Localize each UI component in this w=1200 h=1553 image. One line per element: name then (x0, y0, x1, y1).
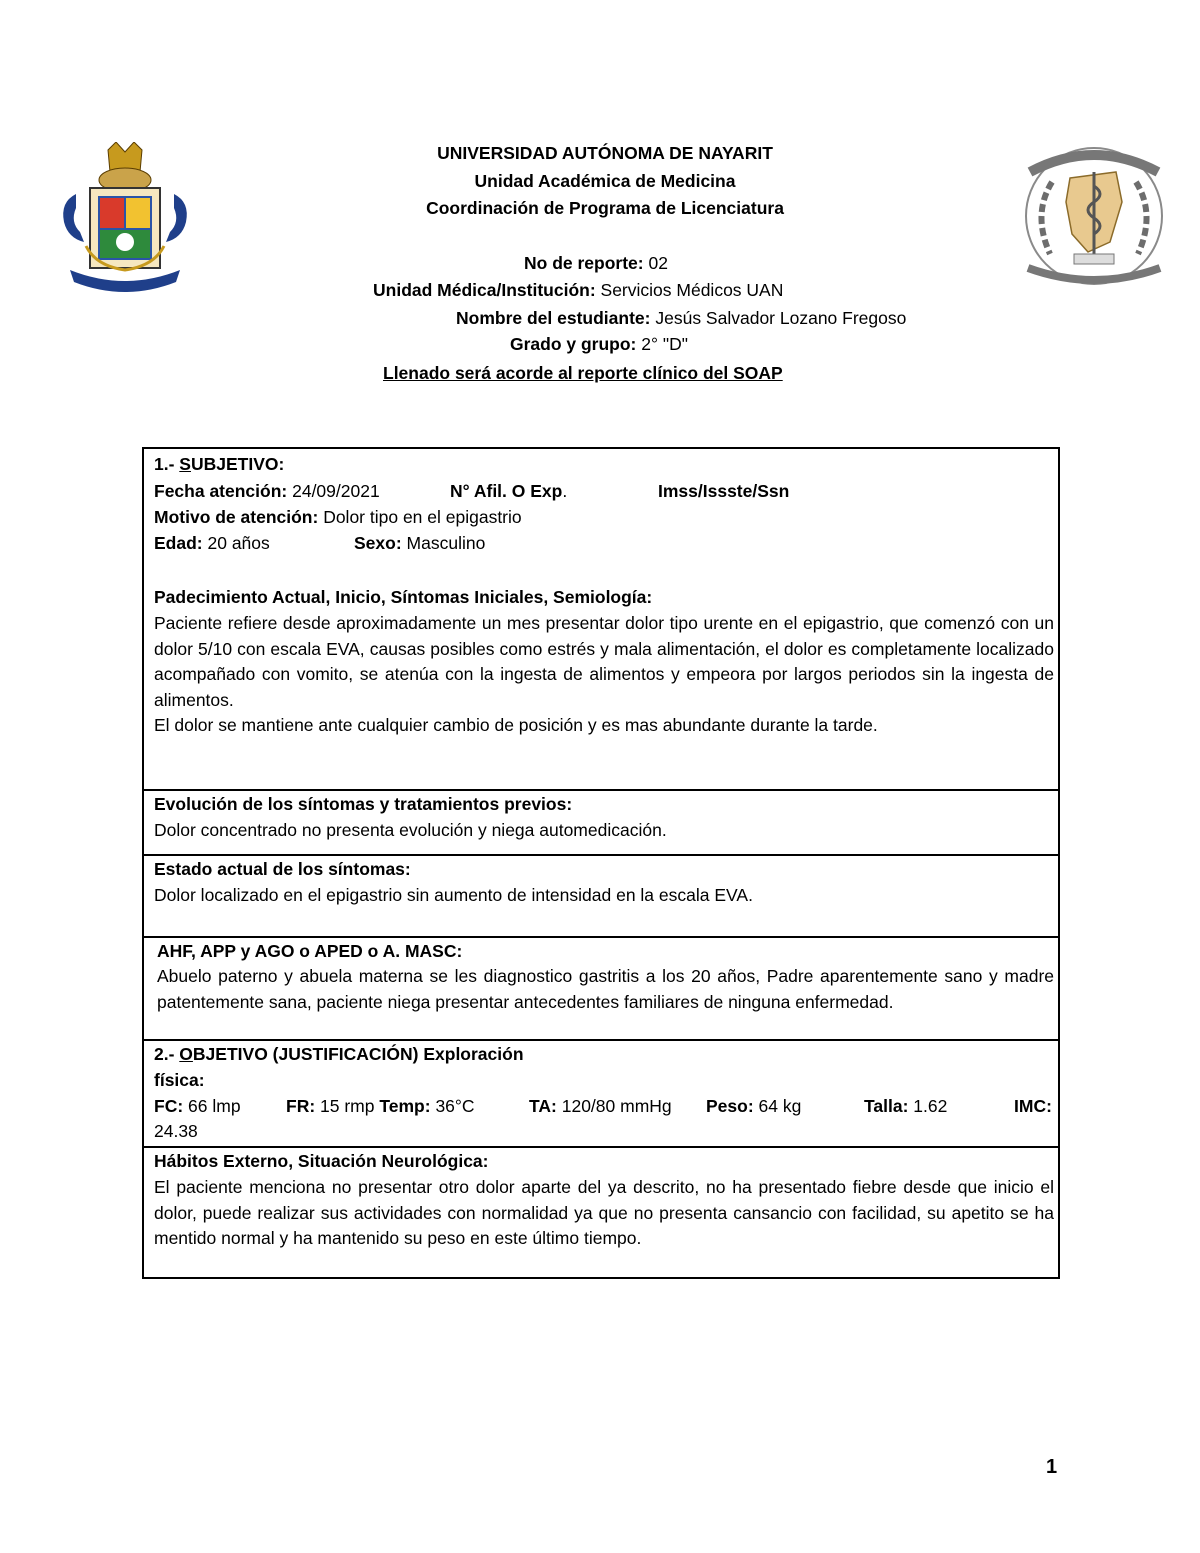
page-number: 1 (1046, 1456, 1058, 1478)
coordination-title: Coordinación de Programa de Licenciatura (426, 198, 784, 218)
objetivo-title-line2: física: (154, 1070, 205, 1090)
estado-label: Estado actual de los síntomas: (154, 859, 411, 879)
afil-field: N° Afil. O Exp. (450, 481, 568, 501)
divider (144, 1039, 1058, 1041)
edad-line (154, 532, 270, 554)
grade-line (510, 333, 688, 355)
peso-field (706, 1095, 801, 1117)
estado-text: Dolor localizado en el epigastrio sin aumento de intensidad en la escala EVA. (154, 885, 753, 905)
sexo-field (354, 532, 485, 554)
edad-value: 20 años (207, 533, 270, 553)
grade-value: 2° "D" (641, 334, 688, 354)
medicine-unit-logo (1018, 142, 1170, 290)
padecimiento-paragraph-1: Paciente refiere desde aproximadamente un mes presentar dolor tipo urente en el epigastrio, que comenzó con un dolor 5/10 con escala EVA, causas posibles como estrés y mala alimentación, el dolor es completamente localizado acompañado con vomito, se atenúa con la ingesta de alimentos y empeora por largos periodos sin la ingesta de alimentos. (154, 613, 1054, 710)
report-number-label: No de reporte: (524, 253, 644, 273)
fc-value: 66 lmp (188, 1096, 241, 1116)
motivo-line (154, 506, 522, 528)
report-number-line (524, 252, 668, 274)
fecha-value: 24/09/2021 (292, 481, 380, 501)
fc-field (154, 1095, 241, 1117)
talla-value: 1.62 (913, 1096, 948, 1116)
unit-title: Unidad Académica de Medicina (474, 171, 736, 191)
grade-label: Grado y grupo: (510, 334, 637, 354)
imc-value: 24.38 (154, 1121, 198, 1141)
soap-note: Llenado será acorde al reporte clínico del SOAP (383, 363, 783, 383)
fr-value: 15 rmp (320, 1096, 375, 1116)
ta-label: TA: (529, 1096, 557, 1116)
peso-value: 64 kg (758, 1096, 802, 1116)
afil-label: N° Afil. O Exp (450, 481, 563, 501)
student-label: Nombre del estudiante: (456, 308, 651, 328)
temp-value: 36°C (435, 1096, 475, 1116)
imc-label: IMC: (1014, 1096, 1052, 1116)
motivo-value: Dolor tipo en el epigastrio (323, 507, 522, 527)
institution-line (373, 279, 783, 301)
evolucion-text: Dolor concentrado no presenta evolución y niega automedicación. (154, 820, 667, 840)
sexo-value: Masculino (406, 533, 486, 553)
edad-label: Edad: (154, 533, 203, 553)
student-value: Jesús Salvador Lozano Fregoso (655, 308, 907, 328)
divider (144, 789, 1058, 791)
antecedentes-text: Abuelo paterno y abuela materna se les diagnostico gastritis a los 20 años, Padre aparentemente sano y madre patentemente sana, paciente niega presentar antecedentes familiares de ninguna enfermedad. (157, 966, 1054, 1012)
subjetivo-title: 1.- SUBJETIVO: (154, 454, 285, 474)
antecedentes-label: AHF, APP y AGO o APED o A. MASC: (157, 941, 463, 961)
student-line (456, 307, 906, 329)
institution-label: Unidad Médica/Institución: (373, 280, 596, 300)
objetivo-title: 2.- OBJETIVO (JUSTIFICACIÓN) Exploración (154, 1044, 524, 1064)
institution-value: Servicios Médicos UAN (600, 280, 784, 300)
padecimiento-text (154, 611, 1054, 739)
divider (144, 1146, 1058, 1148)
fecha-line (154, 480, 380, 502)
ta-value: 120/80 mmHg (561, 1096, 672, 1116)
motivo-label: Motivo de atención: (154, 507, 319, 527)
university-title: UNIVERSIDAD AUTÓNOMA DE NAYARIT (437, 143, 773, 163)
padecimiento-label: Padecimiento Actual, Inicio, Síntomas Iniciales, Semiología: (154, 587, 653, 607)
fecha-label: Fecha atención: (154, 481, 288, 501)
padecimiento-paragraph-2: El dolor se mantiene ante cualquier cambio de posición y es mas abundante durante la tarde. (154, 715, 878, 735)
report-number-value: 02 (648, 253, 668, 273)
fr-label: FR: (286, 1096, 316, 1116)
soap-form (142, 447, 1060, 1279)
university-crest-logo (56, 142, 194, 298)
sexo-label: Sexo: (354, 533, 402, 553)
fc-label: FC: (154, 1096, 184, 1116)
habitos-text: El paciente menciona no presentar otro dolor aparte del ya descrito, no ha presentado fiebre desde que inicio el dolor, puede realizar sus actividades con normalidad ya que no presenta cansancio con facilidad, su apetito se ha mentido normal y ha mantenido su peso en este último tiempo. (154, 1177, 1054, 1248)
peso-label: Peso: (706, 1096, 754, 1116)
fr-field (286, 1095, 475, 1117)
talla-label: Talla: (864, 1096, 909, 1116)
imss-label: Imss/Issste/Ssn (658, 481, 790, 501)
divider (144, 854, 1058, 856)
ta-field (529, 1095, 672, 1117)
divider (144, 936, 1058, 938)
evolucion-label: Evolución de los síntomas y tratamientos previos: (154, 794, 573, 814)
temp-label: Temp: (379, 1096, 431, 1116)
talla-field (864, 1095, 947, 1117)
habitos-label: Hábitos Externo, Situación Neurológica: (154, 1151, 489, 1171)
